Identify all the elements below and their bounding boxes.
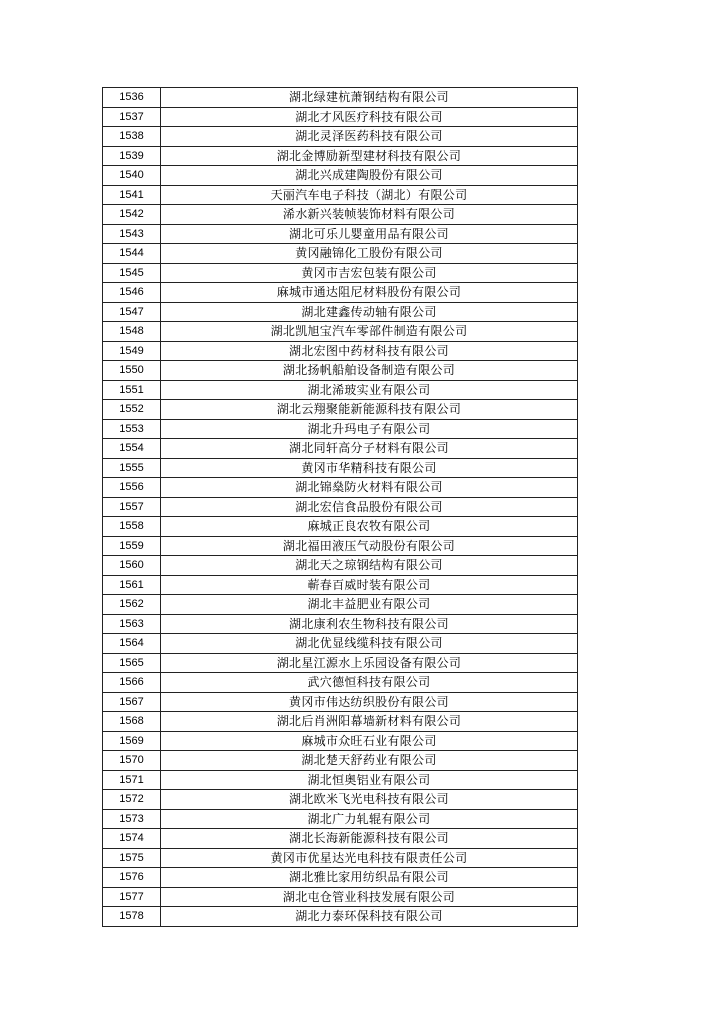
- row-number: 1549: [103, 341, 161, 361]
- table-row: [103, 673, 578, 693]
- table-row: [103, 887, 578, 907]
- table-row: [103, 419, 578, 439]
- table-row: [103, 146, 578, 166]
- table-row: [103, 205, 578, 225]
- company-name: 黄冈市吉宏包装有限公司: [161, 263, 578, 283]
- table-row: [103, 614, 578, 634]
- row-number: 1572: [103, 790, 161, 810]
- table-row: [103, 107, 578, 127]
- company-name: 湖北后肖洲阳幕墙新材料有限公司: [161, 712, 578, 732]
- company-name: 湖北升玛电子有限公司: [161, 419, 578, 439]
- row-number: 1550: [103, 361, 161, 381]
- table-row: [103, 556, 578, 576]
- table-row: [103, 302, 578, 322]
- table-row: [103, 283, 578, 303]
- row-number: 1565: [103, 653, 161, 673]
- company-name: 麻城市众旺石业有限公司: [161, 731, 578, 751]
- table-row: [103, 400, 578, 420]
- table-row: [103, 166, 578, 186]
- company-name: 湖北广力轧辊有限公司: [161, 809, 578, 829]
- row-number: 1575: [103, 848, 161, 868]
- row-number: 1553: [103, 419, 161, 439]
- table-row: [103, 907, 578, 927]
- row-number: 1544: [103, 244, 161, 264]
- table-row: [103, 829, 578, 849]
- row-number: 1551: [103, 380, 161, 400]
- row-number: 1537: [103, 107, 161, 127]
- row-number: 1540: [103, 166, 161, 186]
- company-name: 湖北恒奥铝业有限公司: [161, 770, 578, 790]
- company-name: 湖北才风医疗科技有限公司: [161, 107, 578, 127]
- company-name: 湖北同轩高分子材料有限公司: [161, 439, 578, 459]
- company-name: 湖北建鑫传动轴有限公司: [161, 302, 578, 322]
- row-number: 1554: [103, 439, 161, 459]
- company-name: 湖北绿建杭萧钢结构有限公司: [161, 88, 578, 108]
- table-row: [103, 458, 578, 478]
- table-row: [103, 517, 578, 537]
- company-name: 黄冈市优星达光电科技有限责任公司: [161, 848, 578, 868]
- row-number: 1571: [103, 770, 161, 790]
- row-number: 1558: [103, 517, 161, 537]
- company-name: 湖北康利农生物科技有限公司: [161, 614, 578, 634]
- row-number: 1547: [103, 302, 161, 322]
- table-row: [103, 692, 578, 712]
- table-row: [103, 790, 578, 810]
- row-number: 1578: [103, 907, 161, 927]
- company-name: 湖北雅比家用纺织品有限公司: [161, 868, 578, 888]
- row-number: 1559: [103, 536, 161, 556]
- row-number: 1536: [103, 88, 161, 108]
- table-row: [103, 712, 578, 732]
- table-row: [103, 653, 578, 673]
- company-name: 湖北欧米飞光电科技有限公司: [161, 790, 578, 810]
- table-row: [103, 497, 578, 517]
- row-number: 1542: [103, 205, 161, 225]
- company-name: 湖北长海新能源科技有限公司: [161, 829, 578, 849]
- company-list-table: [102, 87, 578, 927]
- table-row: [103, 88, 578, 108]
- row-number: 1564: [103, 634, 161, 654]
- table-row: [103, 868, 578, 888]
- row-number: 1577: [103, 887, 161, 907]
- company-name: 蕲春百威时装有限公司: [161, 575, 578, 595]
- table-row: [103, 185, 578, 205]
- row-number: 1567: [103, 692, 161, 712]
- company-name: 湖北力泰环保科技有限公司: [161, 907, 578, 927]
- company-name: 武穴德恒科技有限公司: [161, 673, 578, 693]
- row-number: 1576: [103, 868, 161, 888]
- row-number: 1574: [103, 829, 161, 849]
- row-number: 1539: [103, 146, 161, 166]
- row-number: 1546: [103, 283, 161, 303]
- company-name: 湖北星江源水上乐园设备有限公司: [161, 653, 578, 673]
- company-name: 湖北可乐儿婴童用品有限公司: [161, 224, 578, 244]
- company-name: 天丽汽车电子科技（湖北）有限公司: [161, 185, 578, 205]
- row-number: 1573: [103, 809, 161, 829]
- row-number: 1541: [103, 185, 161, 205]
- company-name: 湖北优显线缆科技有限公司: [161, 634, 578, 654]
- table-row: [103, 439, 578, 459]
- row-number: 1568: [103, 712, 161, 732]
- company-name: 湖北金博励新型建材科技有限公司: [161, 146, 578, 166]
- company-name: 湖北天之琼钢结构有限公司: [161, 556, 578, 576]
- table-row: [103, 634, 578, 654]
- company-name: 黄冈融锦化工股份有限公司: [161, 244, 578, 264]
- company-name: 湖北屯仓管业科技发展有限公司: [161, 887, 578, 907]
- table-row: [103, 380, 578, 400]
- table-row: [103, 322, 578, 342]
- table-row: [103, 809, 578, 829]
- company-name: 湖北福田液压气动股份有限公司: [161, 536, 578, 556]
- company-name: 黄冈市华精科技有限公司: [161, 458, 578, 478]
- table-body: [103, 88, 578, 927]
- table-row: [103, 224, 578, 244]
- table-row: [103, 595, 578, 615]
- row-number: 1570: [103, 751, 161, 771]
- row-number: 1569: [103, 731, 161, 751]
- row-number: 1556: [103, 478, 161, 498]
- row-number: 1560: [103, 556, 161, 576]
- company-name: 湖北灵泽医药科技有限公司: [161, 127, 578, 147]
- company-name: 浠水新兴装帧装饰材料有限公司: [161, 205, 578, 225]
- table-row: [103, 361, 578, 381]
- table-row: [103, 536, 578, 556]
- row-number: 1566: [103, 673, 161, 693]
- table-row: [103, 127, 578, 147]
- table-row: [103, 575, 578, 595]
- row-number: 1552: [103, 400, 161, 420]
- table-row: [103, 478, 578, 498]
- table-row: [103, 263, 578, 283]
- row-number: 1538: [103, 127, 161, 147]
- company-name: 湖北丰益肥业有限公司: [161, 595, 578, 615]
- company-name: 湖北宏图中药材科技有限公司: [161, 341, 578, 361]
- company-name: 麻城市通达阻尼材料股份有限公司: [161, 283, 578, 303]
- table-row: [103, 770, 578, 790]
- company-name: 湖北宏信食品股份有限公司: [161, 497, 578, 517]
- row-number: 1543: [103, 224, 161, 244]
- company-name: 湖北锦燊防火材料有限公司: [161, 478, 578, 498]
- table-row: [103, 731, 578, 751]
- table-row: [103, 751, 578, 771]
- company-name: 黄冈市伟达纺织股份有限公司: [161, 692, 578, 712]
- row-number: 1562: [103, 595, 161, 615]
- company-name: 麻城正良农牧有限公司: [161, 517, 578, 537]
- company-name: 湖北云翔聚能新能源科技有限公司: [161, 400, 578, 420]
- row-number: 1555: [103, 458, 161, 478]
- company-name: 湖北凯旭宝汽车零部件制造有限公司: [161, 322, 578, 342]
- row-number: 1545: [103, 263, 161, 283]
- company-name: 湖北扬帆船舶设备制造有限公司: [161, 361, 578, 381]
- company-name: 湖北兴成建陶股份有限公司: [161, 166, 578, 186]
- table-row: [103, 244, 578, 264]
- row-number: 1548: [103, 322, 161, 342]
- row-number: 1557: [103, 497, 161, 517]
- row-number: 1563: [103, 614, 161, 634]
- company-name: 湖北楚天舒药业有限公司: [161, 751, 578, 771]
- row-number: 1561: [103, 575, 161, 595]
- table-row: [103, 341, 578, 361]
- table-row: [103, 848, 578, 868]
- company-name: 湖北浠玻实业有限公司: [161, 380, 578, 400]
